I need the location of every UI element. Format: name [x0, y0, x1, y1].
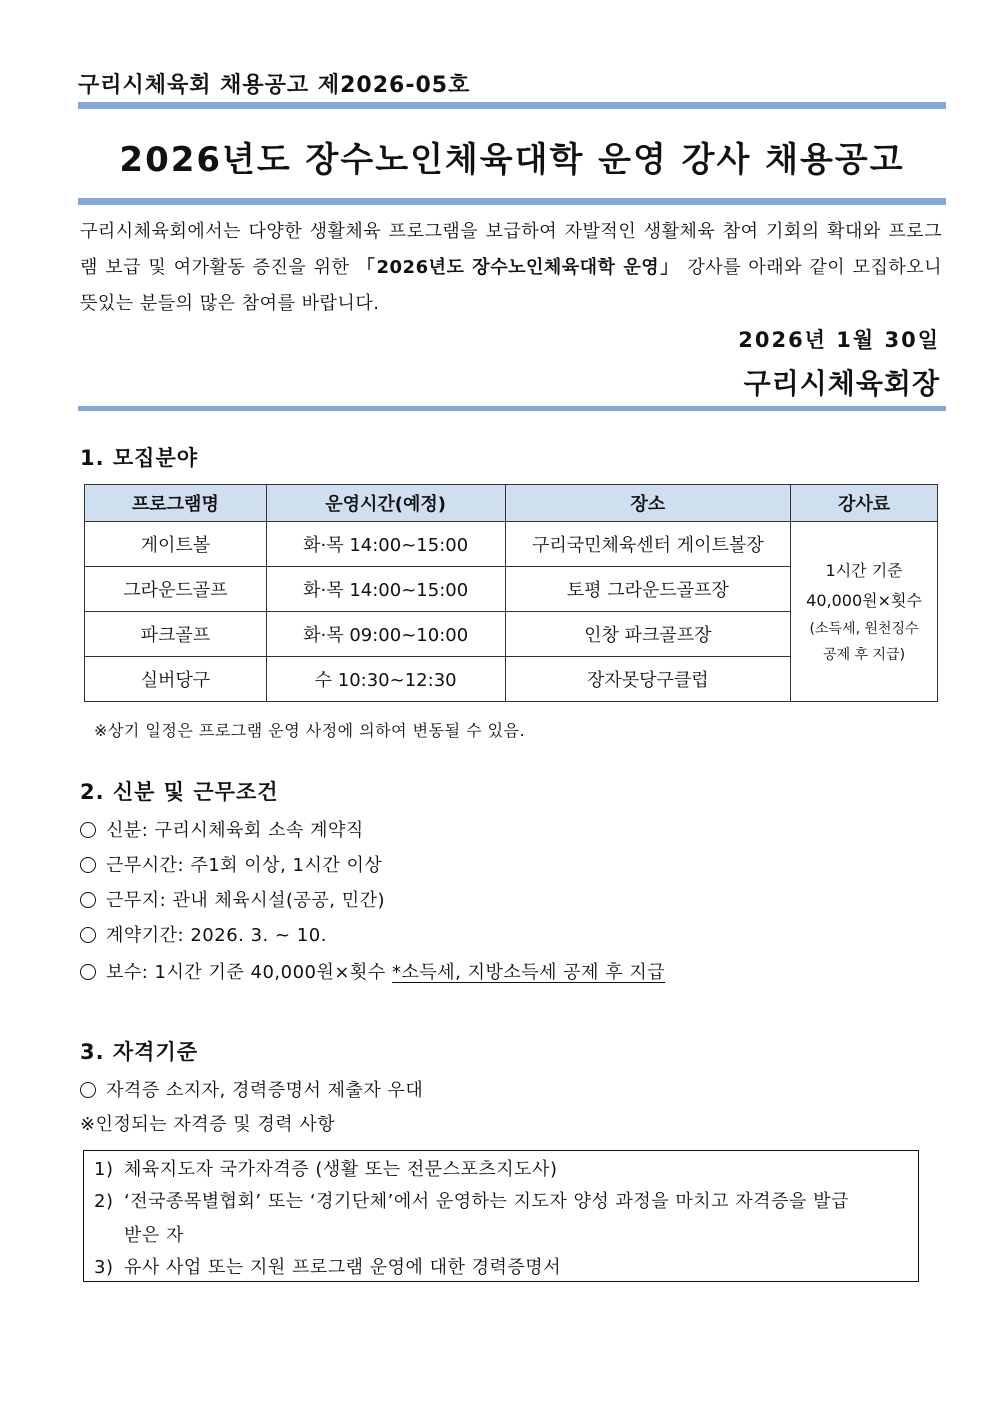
section-heading-qualifications: 3. 자격기준: [80, 1040, 199, 1064]
circle-bullet-icon: [80, 1082, 96, 1098]
column-header: 강사료: [791, 485, 938, 522]
program-location: 인창 파크골프장: [505, 612, 791, 657]
list-item: 3) 유사 사업 또는 지원 프로그램 운영에 대한 경력증명서: [94, 1257, 562, 1278]
instructor-fee: 1시간 기준 40,000원×횟수 (소득세, 원천징수 공제 후 지급): [791, 522, 938, 702]
list-item: 자격증 소지자, 경력증명서 제출자 우대: [80, 1076, 423, 1102]
list-item: 계약기간: 2026. 3. ~ 10.: [80, 921, 327, 947]
column-header: 장소: [505, 485, 791, 522]
program-name: 그라운드골프: [85, 567, 267, 612]
circle-bullet-icon: [80, 927, 96, 943]
list-item-continuation: 받은 자: [124, 1225, 184, 1246]
program-location: 장자못당구클럽: [505, 657, 791, 702]
tax-note: *소득세, 지방소득세 공제 후 지급: [391, 962, 666, 983]
list-item: 2) ‘전국종목별협회’ 또는 ‘경기단체’에서 운영하는 지도자 양성 과정을 마치고 자격증을 발급: [94, 1191, 849, 1212]
program-name: 게이트볼: [85, 522, 267, 567]
list-item: 신분: 구리시체육회 소속 계약직: [80, 816, 364, 842]
program-name: 파크골프: [85, 612, 267, 657]
intro-divider: [78, 406, 946, 411]
list-item: 1) 체육지도자 국가자격증 (생활 또는 전문스포츠지도사): [94, 1159, 558, 1180]
program-time: 화·목 09:00~10:00: [266, 612, 505, 657]
program-location: 토평 그라운드골프장: [505, 567, 791, 612]
organization-name: 구리시체육회장: [743, 367, 940, 400]
circle-bullet-icon: [80, 822, 96, 838]
program-time: 화·목 14:00~15:00: [266, 567, 505, 612]
qualification-box: [83, 1150, 919, 1282]
list-item: 근무지: 관내 체육시설(공공, 민간): [80, 886, 385, 912]
header-divider: [78, 102, 946, 109]
column-header: 운영시간(예정): [266, 485, 505, 522]
program-location: 구리국민체육센터 게이트볼장: [505, 522, 791, 567]
intro-paragraph: 구리시체육회에서는 다양한 생활체육 프로그램을 보급하여 자발적인 생활체육 참여 기회의 확대와 프로그램 보급 및 여가활동 증진을 위한 「2026년도 장수노인체육대학 운영」 강사를 아래와 같이 모집하오니 뜻있는 분들의 많은 참여를 바랍니다.: [80, 221, 943, 314]
program-time: 수 10:30~12:30: [266, 657, 505, 702]
section-heading-recruitment: 1. 모집분야: [80, 446, 199, 470]
qualification-subnote: ※인정되는 자격증 및 경력 사항: [80, 1114, 336, 1135]
table-row: [85, 522, 938, 567]
announcement-date: 2026년 1월 30일: [738, 328, 940, 352]
circle-bullet-icon: [80, 964, 96, 980]
notice-number: 구리시체육회 채용공고 제2026-05호: [78, 73, 471, 98]
list-item: 근무시간: 주1회 이상, 1시간 이상: [80, 851, 382, 877]
schedule-note: ※상기 일정은 프로그램 운영 사정에 의하여 변동될 수 있음.: [94, 721, 526, 740]
program-name: 실버당구: [85, 657, 267, 702]
circle-bullet-icon: [80, 857, 96, 873]
page-title: 2026년도 장수노인체육대학 운영 강사 채용공고: [119, 140, 905, 180]
list-item: 보수: 1시간 기준 40,000원×횟수 *소득세, 지방소득세 공제 후 지급: [80, 958, 665, 984]
column-header: 프로그램명: [85, 485, 267, 522]
program-time: 화·목 14:00~15:00: [266, 522, 505, 567]
table-header-row: [85, 485, 938, 522]
recruitment-table: [84, 484, 938, 702]
circle-bullet-icon: [80, 892, 96, 908]
section-heading-conditions: 2. 신분 및 근무조건: [80, 780, 279, 804]
title-divider: [78, 198, 946, 205]
